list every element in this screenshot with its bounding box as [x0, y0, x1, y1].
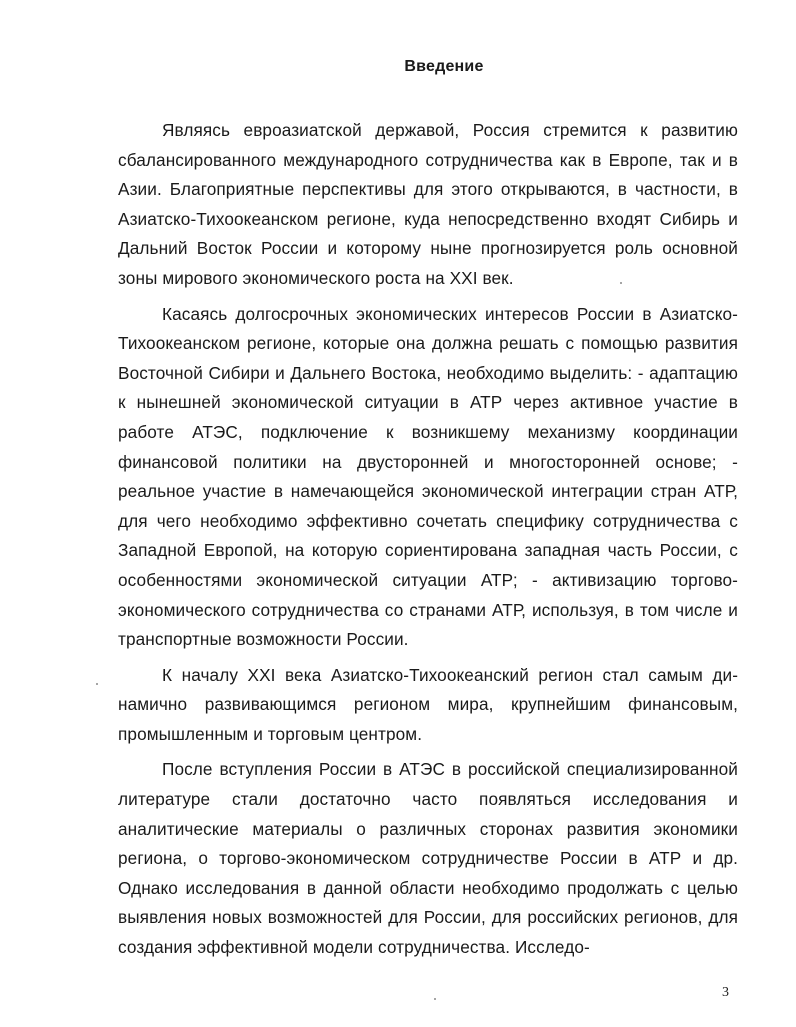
paragraph-1: Являясь евроазиатской державой, Россия стремится к развитию сбалансированного международного сотрудничества как в Европе, так и в Азии. Благоприятные перспективы для этого открываются, в частности, в Азиатско-Тихоокеанском регионе, куда непосредственно входят Сибирь и Дальний Восток России и которому ныне прогнозируется роль основной зоны мирового экономического роста на XXI век. [118, 120, 738, 288]
document-body [118, 116, 738, 963]
paragraph-4: После вступления России в АТЭС в российской специализированной литературе стали достаточно часто появляться исследования и аналитические материалы о различных сторонах развития экономики региона, о торгово-экономическом сотрудничестве России в АТР и др. Однако исследования в данной области необходимо продолжать с целью выявления новых возможностей для России, для российских регионов, для создания эффективной модели сотрудничества. Исследо- [118, 759, 738, 958]
scan-speck [620, 282, 622, 284]
paragraph-2: Касаясь долгосрочных экономических интересов России в Азиатско-Тихоокеанском регионе, которые она должна решать с помощью развития Восточной Сибири и Дальнего Востока, необходимо выделить: - адаптацию к нынешней экономической ситуации в АТР через активное участие в работе АТЭС, подключение к возникшему механизму координации финансовой политики на двусторонней и многосторонней основе; - реальное участие в намечающейся экономической интеграции стран АТР, для чего необходимо эффективно сочетать специфику сотрудничества с Западной Европой, на которую сориентирована западная часть России, с особенностями экономической ситуации АТР; - активизацию торгово-экономического сотрудничества со странами АТР, используя, в том числе и транспортные возможности России. [118, 303, 738, 650]
page-number: 3 [722, 985, 729, 1000]
page-title: Введение [404, 58, 484, 75]
paragraph-3: К началу XXI века Азиатско-Тихоокеанский регион стал самым динамично развивающимся регионом мира, крупнейшим финансовым, промышленным и торговым центром. [118, 664, 738, 744]
scan-speck [434, 998, 436, 1000]
scan-speck [96, 683, 98, 685]
